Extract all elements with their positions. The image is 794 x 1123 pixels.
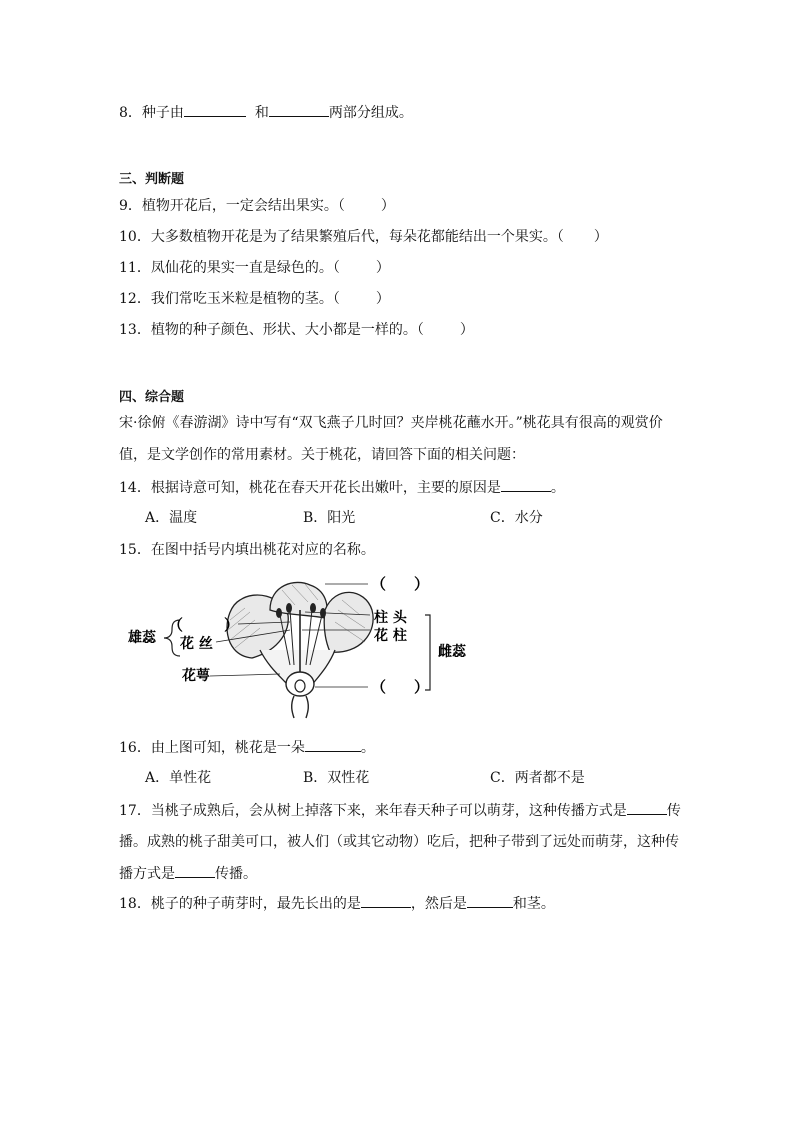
q11-text: 11．凤仙花的果实一直是绿色的。（ — [119, 260, 340, 276]
question-17-line-1 — [119, 800, 681, 821]
q12-close: ） — [375, 291, 390, 307]
q14-option-c[interactable]: C．水分 — [490, 510, 543, 526]
q14-option-a[interactable]: A．温度 — [145, 510, 198, 526]
question-17-line-3 — [119, 863, 257, 884]
label-paren-close-bottom: ） — [414, 678, 430, 696]
intro-line-2: 值，是文学创作的常用素材。关于桃花，请回答下面的相关问题： — [119, 447, 525, 463]
question-15: 15．在图中括号内填出桃花对应的名称。 — [119, 542, 375, 558]
q8-text-mid: 和 — [254, 105, 269, 121]
section-3-title: 三、判断题 — [119, 172, 185, 187]
question-8 — [119, 102, 413, 123]
question-17-line-2: 播。成熟的桃子甜美可口，被人们（或其它动物）吃后，把种子带到了远处而萌芽，这种传 — [119, 834, 679, 850]
q18-blank-2[interactable] — [467, 893, 513, 908]
q17-blank-2[interactable] — [175, 863, 215, 878]
q14-option-b[interactable]: B．阳光 — [303, 510, 356, 526]
q17-text-1: 17．当桃子成熟后，会从树上掉落下来，来年春天种子可以萌芽，这种传播方式是 — [119, 803, 627, 819]
question-13 — [119, 320, 474, 340]
intro-line-1: 宋·徐俯《春游湖》诗中写有“双飞燕子几时回？夹岸桃花蘸水开。”桃花具有很高的观赏价 — [119, 415, 663, 431]
q8-text-post: 两部分组成。 — [328, 105, 413, 121]
q18-text: 18．桃子的种子萌芽时，最先长出的是 — [119, 896, 361, 912]
q16-option-a[interactable]: A．单性花 — [145, 770, 212, 786]
label-stigma: 柱 头 — [374, 610, 407, 626]
label-paren-close-top: ） — [414, 575, 430, 593]
q16-post: 。 — [360, 740, 375, 756]
q18-blank-1[interactable] — [361, 893, 411, 908]
q13-text: 13．植物的种子颜色、形状、大小都是一样的。（ — [119, 322, 424, 338]
q9-text: 9．植物开花后，一定会结出果实。（ — [119, 198, 345, 214]
label-male-group: 雄蕊 — [128, 630, 156, 646]
label-sepal: 花萼 — [182, 668, 210, 684]
question-16 — [119, 737, 375, 758]
q18-text-mid: ，然后是 — [410, 896, 467, 912]
label-paren-close-left: ） — [224, 616, 240, 634]
q8-text-pre: 8．种子由 — [119, 105, 184, 121]
q13-close: ） — [459, 322, 474, 338]
q17-text-3-post: 传播。 — [215, 866, 257, 882]
question-18 — [119, 893, 555, 914]
label-female-group: 雌蕊 — [438, 644, 466, 660]
question-14 — [119, 477, 565, 498]
petal-right — [324, 592, 373, 652]
label-paren-open-left: （ — [168, 616, 184, 634]
q16-option-c[interactable]: C．两者都不是 — [490, 770, 585, 786]
label-filament: 花 丝 — [180, 636, 213, 652]
q18-text-post: 和茎。 — [512, 896, 555, 912]
section-4-title: 四、综合题 — [119, 390, 185, 405]
question-12 — [119, 289, 390, 309]
label-paren-open-top: （ — [371, 575, 387, 593]
q14-post: 。 — [550, 480, 565, 496]
q16-option-b[interactable]: B．双性花 — [303, 770, 370, 786]
label-style: 花 柱 — [374, 628, 407, 644]
q17-text-1-post: 传 — [666, 803, 681, 819]
label-paren-open-bottom: （ — [371, 678, 387, 696]
peach-flower-diagram — [120, 570, 480, 720]
q11-close: ） — [375, 260, 390, 276]
q9-close: ） — [380, 198, 395, 214]
ovule — [295, 680, 305, 692]
q17-blank-1[interactable] — [627, 800, 667, 815]
question-10 — [119, 227, 608, 247]
q12-text: 12．我们常吃玉米粒是植物的茎。（ — [119, 291, 340, 307]
q10-close: ） — [593, 229, 608, 245]
q14-blank[interactable] — [501, 477, 551, 492]
q8-blank-2[interactable] — [269, 102, 329, 117]
q14-text: 14．根据诗意可知，桃花在春天开花长出嫩叶，主要的原因是 — [119, 480, 501, 496]
q10-text: 10．大多数植物开花是为了结果繁殖后代，每朵花都能结出一个果实。（ — [119, 229, 564, 245]
q17-text-3: 播方式是 — [119, 866, 175, 882]
q16-blank[interactable] — [305, 737, 361, 752]
stem — [292, 696, 309, 718]
q8-blank-1[interactable] — [184, 102, 246, 117]
question-9 — [119, 196, 395, 216]
q16-text: 16．由上图可知，桃花是一朵 — [119, 740, 305, 756]
question-11 — [119, 258, 390, 278]
